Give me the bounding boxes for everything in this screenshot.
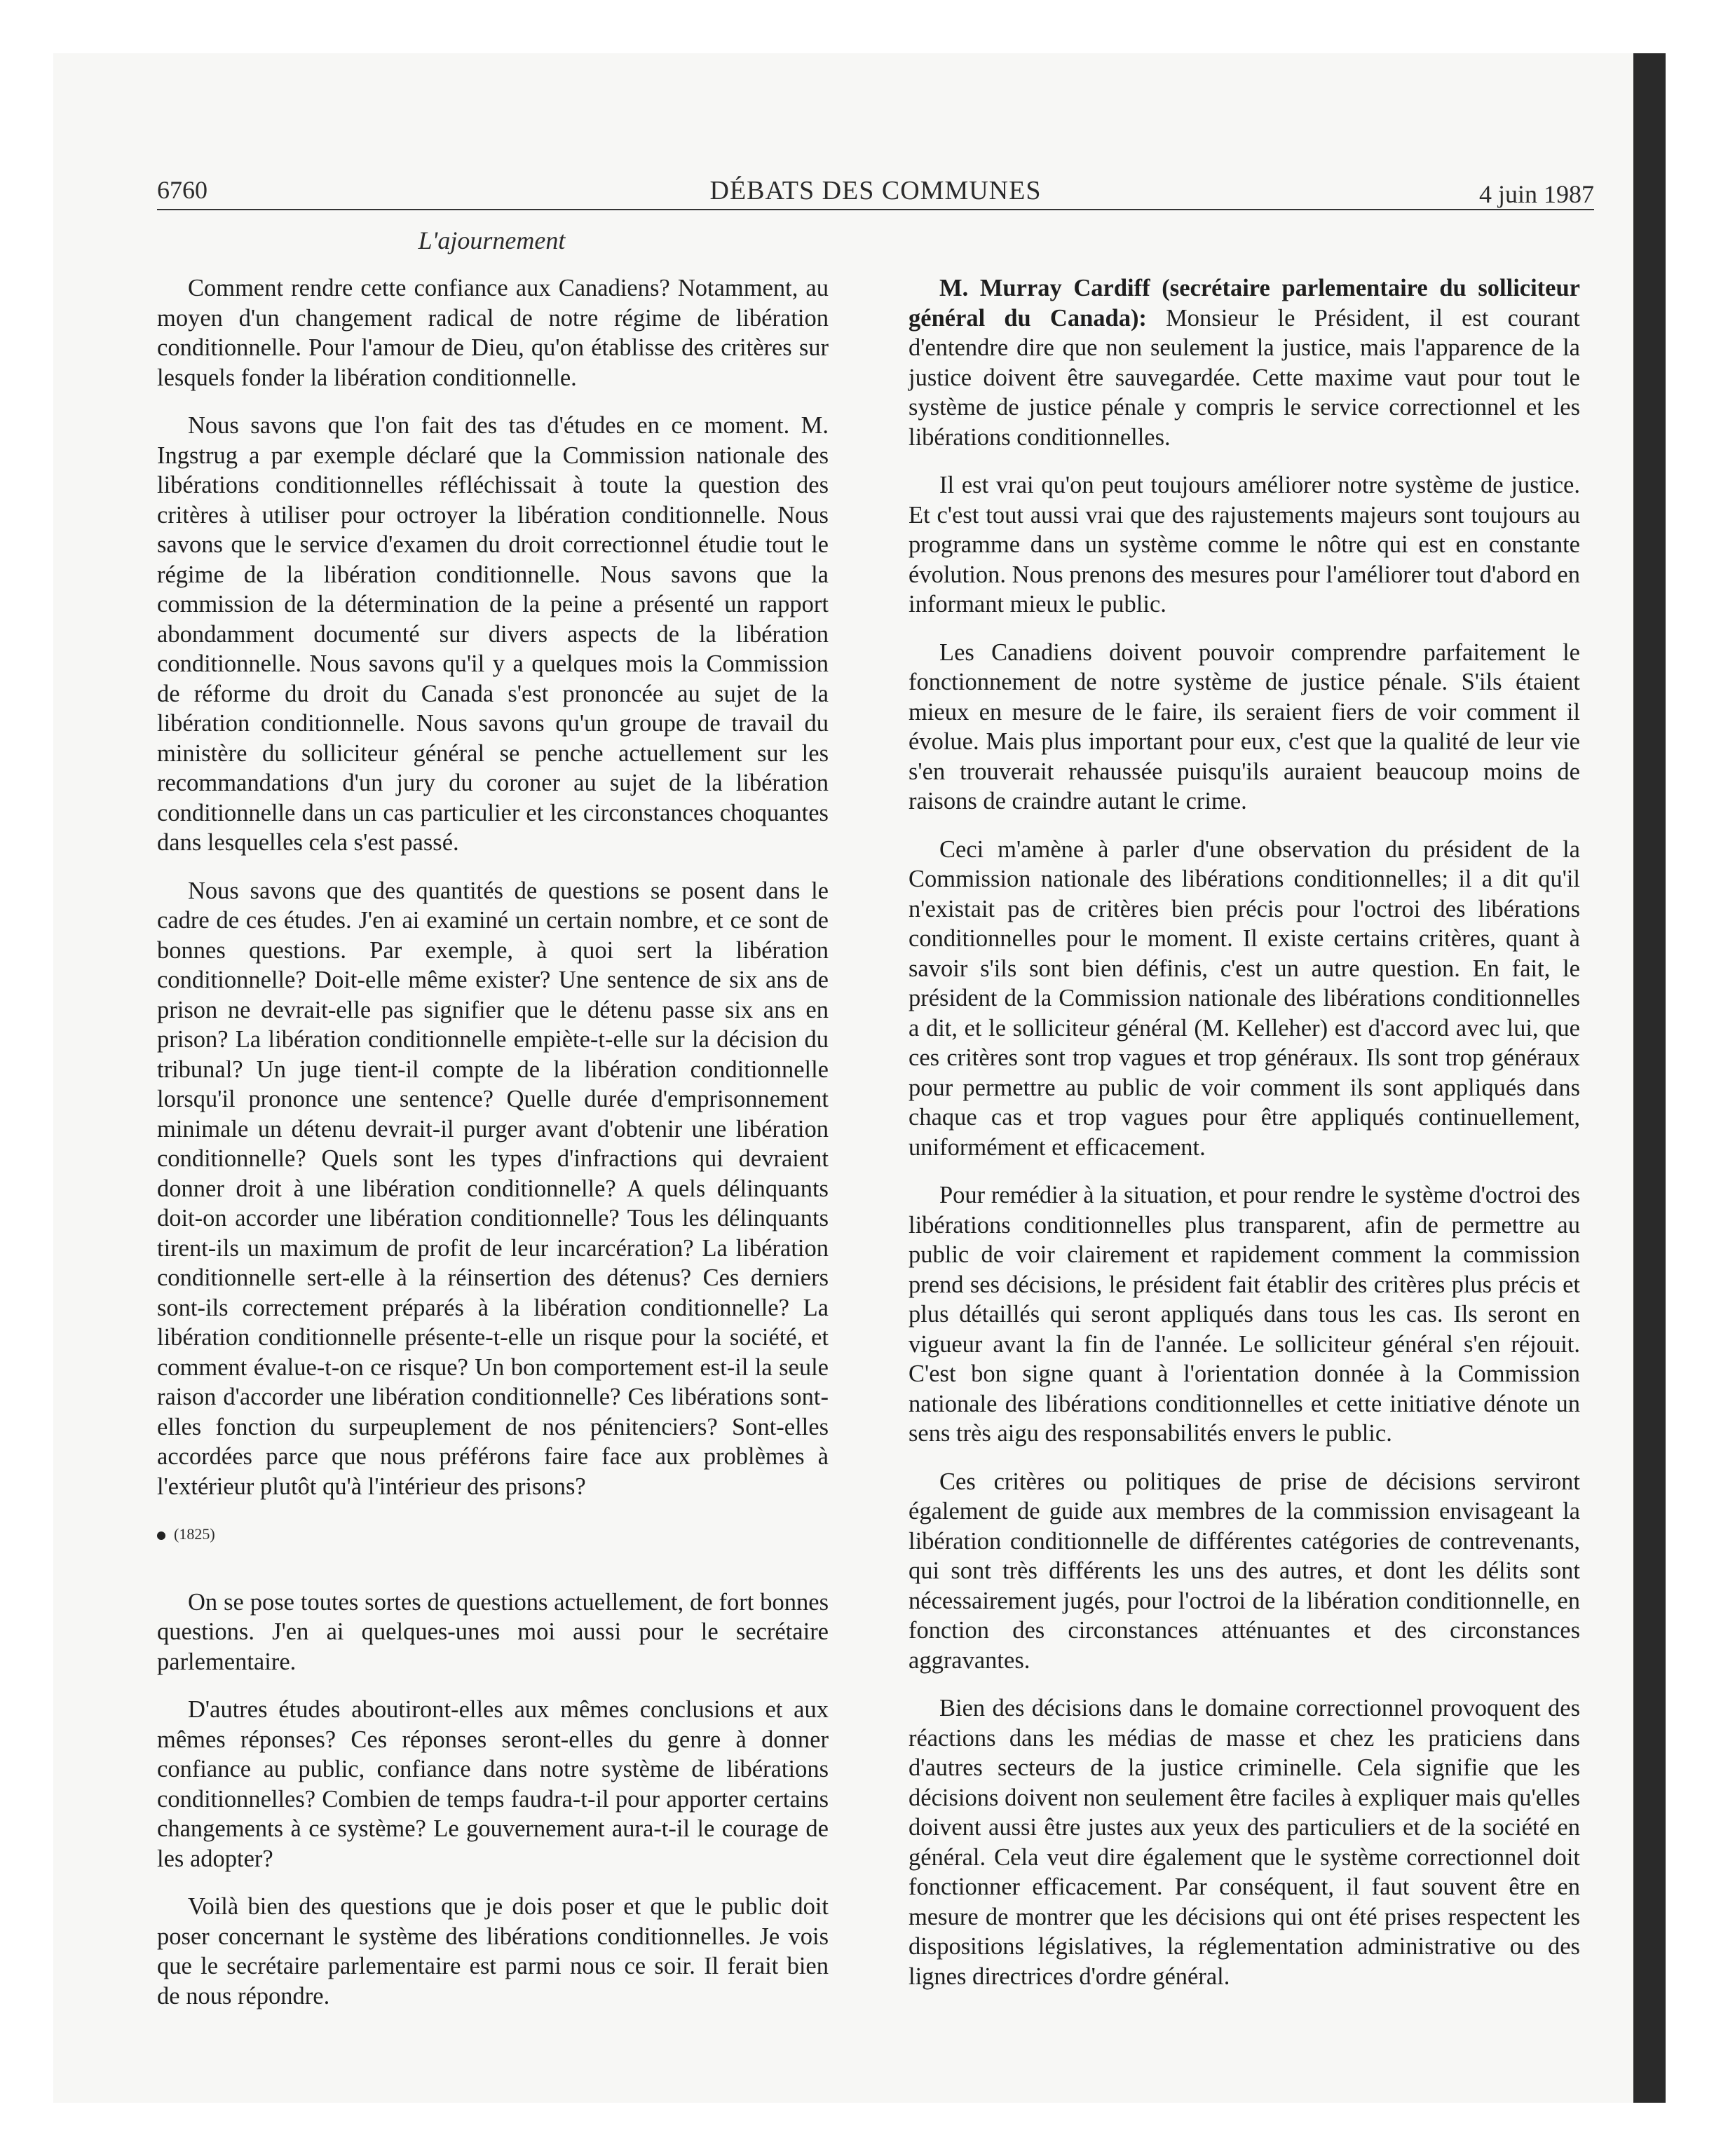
paragraph: Pour remédier à la situation, et pour rendre le système d'octroi des libérations conditionnelles plus transparent, afin de permettre au public de voir clairement et rapidement comment la commission prend ses décisions, le président fait établir des critères plus précis et plus détaillés qui seront appliqués dans tous les cas. Ils seront en vigueur avant la fin de l'année. Le solliciteur général s'en réjouit. C'est bon signe quant à l'orientation donnée à la Commission nationale des libérations conditionnelles et cette initiative dénote un sens très aigu des responsabilités envers le public. <box>909 1182 1580 1447</box>
paragraph: Nous savons que l'on fait des tas d'études en ce moment. M. Ingstrug a par exemple déclaré que la Commission nationale des libérations conditionnelles réfléchissait à toute la question des critères à utiliser pour octroyer la libération conditionnelle. Nous savons que le service d'examen du droit correctionnel étudie tout le régime de la libération conditionnelle. Nous savons que la commission de la détermination de la peine a présenté un rapport abondamment documenté sur divers aspects de la libération conditionnelle. Nous savons qu'il y a quelques mois la Commission de réforme du droit du Canada s'est prononcée au sujet de la libération conditionnelle. Nous savons qu'un groupe de travail du ministère du solliciteur général se penche actuellement sur les recommandations d'un jury du coroner au sujet de la libération conditionnelle dans un cas particulier et les circonstances choquantes dans lesquelles cela s'est passé. <box>157 412 829 856</box>
journal-title: DÉBATS DES COMMUNES <box>709 176 1042 205</box>
time-marker-text: (1825) <box>174 1525 215 1543</box>
paragraph: Ces critères ou politiques de prise de décisions serviront également de guide aux membres de la commission envisageant la libération conditionnelle de différentes catégories de contrevenants, qui sont très différents les uns des autres, et dont les délits sont nécessairement jugés, pour l'octroi de la libération conditionnelle, en fonction des circonstances atténuantes et des circonstances aggravantes. <box>909 1468 1580 1674</box>
time-marker <box>157 1520 829 1550</box>
paragraph: On se pose toutes sortes de questions actuellement, de fort bonnes questions. J'en ai quelques-unes moi aussi pour le secrétaire parlementaire. <box>157 1588 829 1675</box>
page-number: 6760 <box>157 176 207 204</box>
left-column <box>157 273 829 2029</box>
paragraph: Bien des décisions dans le domaine correctionnel provoquent des réactions dans les médias de masse et chez les praticiens dans d'autres secteurs de la justice criminelle. Cela signifie que les décisions doivent non seulement être faciles à expliquer mais qu'elles doivent aussi être justes aux yeux des particuliers et de la société en général. Cela veut dire également que le système correctionnel doit fonctionner efficacement. Par conséquent, il faut souvent être en mesure de montrer que les décisions qui ont été prises respectent les dispositions législatives, la réglementation administrative ou des lignes directrices d'ordre général. <box>909 1695 1580 1990</box>
paragraph: Comment rendre cette confiance aux Canadiens? Notamment, au moyen d'un changement radical de notre régime de libération conditionnelle. Pour l'amour de Dieu, qu'on établisse des critères sur lesquels fonder la libération conditionnelle. <box>157 275 829 391</box>
speaker-text: Monsieur le Président, il est courant d'entendre dire que non seulement la justice, mais l'apparence de la justice doivent être sauvegardée. Cette maxime vaut pour tout le système de justice pénale y compris le service correctionnel et les libérations conditionnelles. <box>909 304 1581 451</box>
speaker-name: M. Murray Cardiff (secrétaire parlementaire du solliciteur général du Canada): <box>909 275 1580 332</box>
paragraph: D'autres études aboutiront-elles aux mêmes conclusions et aux mêmes réponses? Ces réponses seront-elles du genre à donner confiance au public, confiance dans notre système de libérations conditionnelles? Combien de temps faudra-t-il pour apporter certains changements à ce système? Le gouvernement aura-t-il le courage de les adopter? <box>157 1696 829 1872</box>
paragraph: Il est vrai qu'on peut toujours améliorer notre système de justice. Et c'est tout aussi vrai que des rajustements majeurs sont toujours au programme dans un système comme le nôtre qui est en constante évolution. Nous prenons des mesures pour l'améliorer tout d'abord en informant mieux le public. <box>909 472 1580 618</box>
scan-edge-bar <box>1633 53 1666 2103</box>
paragraph: Ceci m'amène à parler d'une observation du président de la Commission nationale des libérations conditionnelles; il a dit qu'il n'existait pas de critères bien précis pour l'octroi des libérations conditionnelles pour le moment. Il existe certains critères, quant à savoir s'ils sont bien définis, c'est un autre question. En fait, le président de la Commission nationale des libérations conditionnelles a dit, et le solliciteur général (M. Kelleher) est d'accord avec lui, que ces critères sont trop vagues et trop généraux. Ils sont trop généraux pour permettre au public de voir comment ils sont appliqués dans chaque cas et trop vagues pour être appliqués continuellement, uniformément et efficacement. <box>909 835 1580 1161</box>
paragraph: Les Canadiens doivent pouvoir comprendre parfaitement le fonctionnement de notre système de justice pénale. S'ils étaient mieux en mesure de le faire, ils seraient fiers de voir comment il évolue. Mais plus important pour eux, c'est que la qualité de leur vie s'en trouverait rehaussée puisqu'ils auraient beaucoup moins de raisons de craindre autant le crime. <box>909 639 1580 814</box>
section-title: L'ajournement <box>418 226 566 254</box>
right-column <box>909 273 1580 2010</box>
speaker-paragraph <box>909 273 1580 452</box>
paragraph: Voilà bien des questions que je dois poser et que le public doit poser concernant le système des libérations conditionnelles. Je vois que le secrétaire parlementaire est parmi nous ce soir. Il ferait bien de nous répondre. <box>157 1893 829 2010</box>
bullet-icon <box>157 1531 165 1540</box>
paragraph: Nous savons que des quantités de questions se posent dans le cadre de ces études. J'en ai examiné un certain nombre, et ce sont de bonnes questions. Par exemple, à quoi sert la libération conditionnelle? Doit-elle même exister? Une sentence de six ans de prison ne devrait-elle pas signifier que le détenu passe six ans en prison? La libération conditionnelle empiète-t-elle sur la décision du tribunal? Un juge tient-il compte de la libération conditionnelle lorsqu'il prononce une sentence? Quelle durée d'emprisonnement minimale un détenu devrait-il purger avant d'obtenir une libération conditionnelle? Quels sont les types d'infractions qui devraient donner droit à une libération conditionnelle? A quels délinquants doit-on accorder une libération conditionnelle? Tous les délinquants tirent-ils un maximum de profit de leur incarcération? La libération conditionnelle sert-elle à la réinsertion des détenus? Ces derniers sont-ils correctement préparés à la libération conditionnelle? La libération conditionnelle présente-t-elle un risque pour la société, et comment évalue-t-on ce risque? Un bon comportement est-il la seule raison d'accorder une libération conditionnelle? Ces libérations sont-elles fonction du surpeuplement de nos pénitenciers? Sont-elles accordées parce que nous préférons faire face aux problèmes à l'extérieur plutôt qu'à l'intérieur des prisons? <box>157 877 829 1500</box>
header-divider <box>157 209 1594 210</box>
issue-date: 4 juin 1987 <box>1478 180 1594 208</box>
